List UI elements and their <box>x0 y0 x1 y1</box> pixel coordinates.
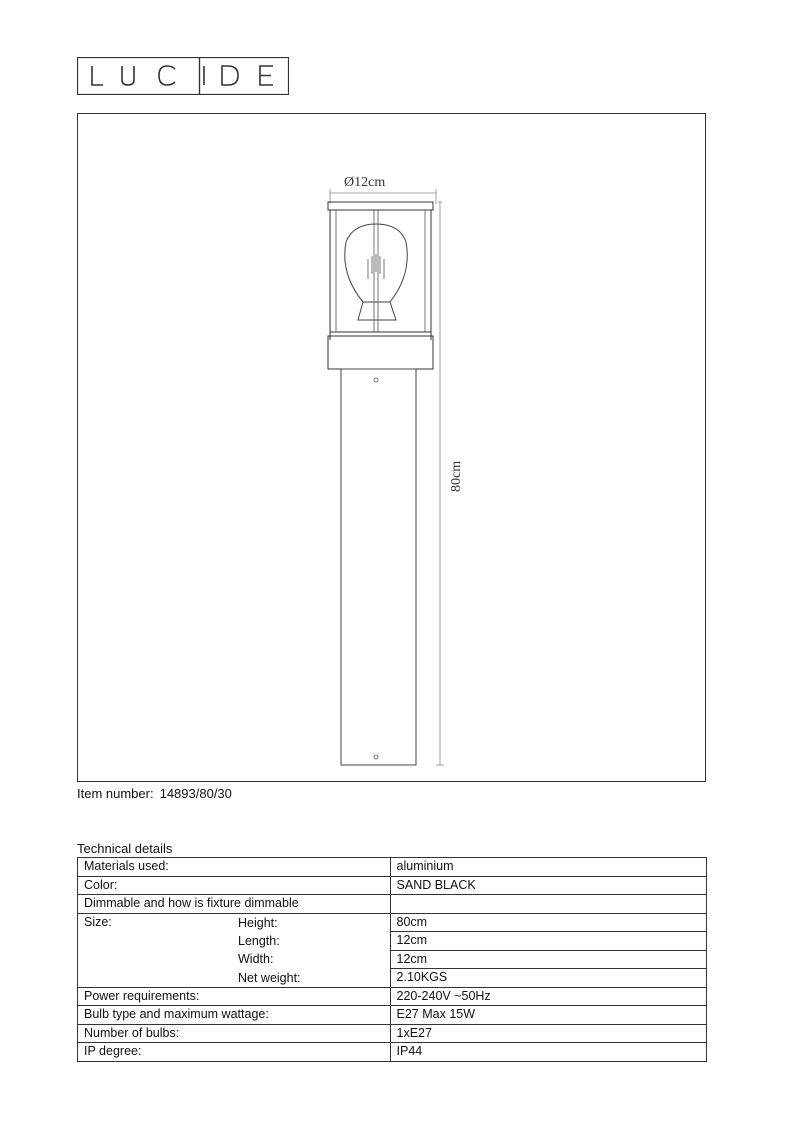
diameter-label: Ø12cm <box>344 175 386 190</box>
spec-value: 80cm <box>390 913 706 932</box>
table-row <box>78 932 707 951</box>
spec-value <box>390 895 706 914</box>
spec-label <box>78 950 391 969</box>
lucide-logo <box>77 57 289 95</box>
spec-value: IP44 <box>390 1043 706 1062</box>
spec-label <box>78 969 391 988</box>
table-row <box>78 1024 707 1043</box>
spec-label: Power requirements: <box>78 987 391 1006</box>
height-label: 80cm <box>449 460 464 492</box>
table-row <box>78 950 707 969</box>
spec-value: 12cm <box>390 932 706 951</box>
spec-value: SAND BLACK <box>390 876 706 895</box>
spec-value: aluminium <box>390 858 706 877</box>
spec-sublabel: Height: <box>238 915 278 930</box>
table-row <box>78 858 707 877</box>
table-row <box>78 913 707 932</box>
table-row <box>78 969 707 988</box>
spec-label: Bulb type and maximum wattage: <box>78 1006 391 1025</box>
spec-sublabel: Width: <box>238 952 274 966</box>
table-row <box>78 895 707 914</box>
technical-drawing <box>77 113 706 782</box>
technical-details-title: Technical details <box>77 841 173 856</box>
spec-label: Color: <box>78 876 391 895</box>
spec-value: 1xE27 <box>390 1024 706 1043</box>
table-row <box>78 1043 707 1062</box>
spec-value: 2.10KGS <box>390 969 706 988</box>
spec-sublabel: Length: <box>238 933 280 948</box>
spec-label: Materials used: <box>78 858 391 877</box>
table-row <box>78 876 707 895</box>
size-label: Size: <box>84 915 112 929</box>
spec-label <box>78 932 391 951</box>
spec-value: 220-240V ~50Hz <box>390 987 706 1006</box>
technical-details-table <box>77 857 707 1062</box>
spec-label: Number of bulbs: <box>78 1024 391 1043</box>
item-number-label: Item number: <box>77 786 154 801</box>
spec-value: E27 Max 15W <box>390 1006 706 1025</box>
table-row <box>78 1006 707 1025</box>
spec-value: 12cm <box>390 950 706 969</box>
spec-label: IP degree: <box>78 1043 391 1062</box>
spec-sublabel: Net weight: <box>238 970 301 985</box>
lamp-drawing <box>78 114 707 783</box>
spec-label <box>78 913 391 932</box>
item-number <box>77 786 232 801</box>
item-number-value: 14893/80/30 <box>159 786 232 801</box>
table-row <box>78 987 707 1006</box>
spec-label: Dimmable and how is fixture dimmable <box>78 895 391 914</box>
